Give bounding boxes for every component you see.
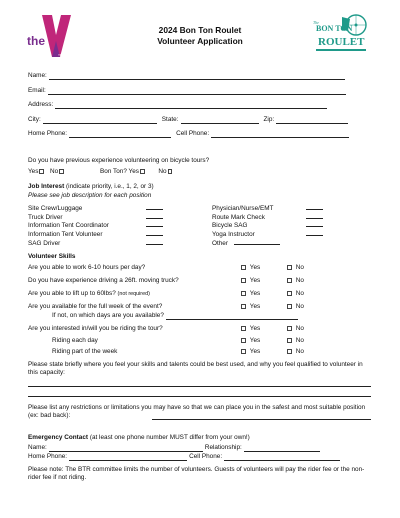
skill-yes-checkbox[interactable] xyxy=(241,326,246,331)
skill-no-label: No xyxy=(295,290,304,297)
skill-question: Riding part of the week xyxy=(52,348,118,355)
email-field[interactable] xyxy=(48,89,346,95)
skill-no-label: No xyxy=(295,277,304,284)
experience-yes-checkbox[interactable] xyxy=(39,169,44,174)
state-field[interactable] xyxy=(181,118,259,124)
skill-no-label: No xyxy=(295,337,304,344)
form-title xyxy=(120,25,280,48)
experience-no-label: No xyxy=(50,168,59,175)
job-priority-field[interactable] xyxy=(306,205,323,210)
bon-ton-yes-label: Bon Ton? Yes xyxy=(100,168,139,175)
skill-yes-label: Yes xyxy=(249,290,261,297)
home-phone-label: Home Phone: xyxy=(28,130,68,137)
job-interest-heading xyxy=(28,183,154,191)
available-days-field[interactable] xyxy=(166,314,298,320)
skill-question: Are you interested in/will you be riding the tour? xyxy=(28,325,163,332)
job-label: Route Mark Check xyxy=(212,213,265,221)
job-priority-field[interactable] xyxy=(306,231,323,236)
job-item xyxy=(28,205,109,214)
name-field[interactable] xyxy=(49,74,345,80)
skill-question: Riding each day xyxy=(52,337,98,344)
job-interest-subnote: Please see job description for each position xyxy=(28,192,152,199)
emergency-cell-phone-field[interactable] xyxy=(224,455,340,461)
skill-no-option xyxy=(286,264,304,272)
skill-no-option xyxy=(286,277,304,285)
svg-text:BON TON: BON TON xyxy=(316,24,353,33)
skill-yes-checkbox[interactable] xyxy=(241,291,246,296)
skill-yes-label: Yes xyxy=(249,264,261,271)
emergency-name-field[interactable] xyxy=(49,446,203,452)
emergency-contact-title: Emergency Contact xyxy=(28,434,89,441)
job-label: Truck Driver xyxy=(28,213,63,221)
address-field[interactable] xyxy=(55,103,327,109)
available-days-label: If not, on which days are you available? xyxy=(52,312,164,319)
name-label: Name: xyxy=(28,72,47,79)
job-priority-field[interactable] xyxy=(306,222,323,227)
job-list-right xyxy=(212,205,372,248)
emergency-home-phone-label: Home Phone: xyxy=(28,453,68,460)
address-label: Address: xyxy=(28,101,54,108)
skill-yes-option xyxy=(240,303,260,311)
skill-no-option xyxy=(286,348,304,356)
talents-answer-line[interactable] xyxy=(28,396,371,397)
talents-answer-line[interactable] xyxy=(28,386,371,387)
job-label: Site Crew/Luggage xyxy=(28,205,83,212)
city-field[interactable] xyxy=(43,118,157,124)
svg-text:ROULET: ROULET xyxy=(318,36,365,48)
job-label: Other xyxy=(212,239,228,247)
bon-ton-options xyxy=(100,168,176,176)
skill-question-lift xyxy=(28,290,150,298)
email-row xyxy=(28,87,346,95)
skill-yes-label: Yes xyxy=(249,277,261,284)
emergency-name-label: Name: xyxy=(28,444,47,451)
skill-yes-checkbox[interactable] xyxy=(241,278,246,283)
skill-no-checkbox[interactable] xyxy=(287,278,292,283)
cell-phone-label: Cell Phone: xyxy=(176,130,210,137)
emergency-contact-heading xyxy=(28,434,250,442)
experience-yes-label: Yes xyxy=(28,168,39,175)
skill-no-checkbox[interactable] xyxy=(287,265,292,270)
not-required-note: (not required) xyxy=(117,291,150,297)
skill-yes-checkbox[interactable] xyxy=(241,304,246,309)
skill-yes-option xyxy=(240,348,260,356)
experience-options xyxy=(28,168,68,176)
skill-no-checkbox[interactable] xyxy=(287,349,292,354)
name-row xyxy=(28,72,345,80)
job-item xyxy=(212,214,372,223)
job-label: Information Tent Volunteer xyxy=(28,231,103,239)
skill-question: Are you able to work 6-10 hours per day? xyxy=(28,264,146,271)
job-label: SAG Driver xyxy=(28,239,61,247)
address-row xyxy=(28,101,327,109)
phone-row xyxy=(28,130,349,138)
state-label: State: xyxy=(161,116,179,123)
job-item xyxy=(28,214,109,223)
skill-no-label: No xyxy=(295,325,304,332)
job-priority-field[interactable] xyxy=(146,240,163,245)
skill-no-checkbox[interactable] xyxy=(287,338,292,343)
restrictions-answer-line[interactable] xyxy=(152,419,371,420)
job-priority-field[interactable] xyxy=(306,214,323,219)
relationship-field[interactable] xyxy=(244,446,320,452)
skill-no-option xyxy=(286,337,304,345)
job-priority-field[interactable] xyxy=(146,205,163,210)
job-label: Yoga Instructor xyxy=(212,231,255,239)
emergency-home-phone-field[interactable] xyxy=(69,455,187,461)
skill-yes-option xyxy=(240,264,260,272)
volunteer-skills-heading: Volunteer Skills xyxy=(28,253,76,260)
emergency-cell-phone-label: Cell Phone: xyxy=(189,453,223,460)
job-item xyxy=(212,222,372,231)
skill-no-option xyxy=(286,303,304,311)
footer-note: Please note: The BTR committee limits the number of volunteers. Guests of volunteers will pay the rider fee or the non-rider fee if not riding. xyxy=(28,466,365,481)
available-days-row xyxy=(52,312,298,320)
skill-no-checkbox[interactable] xyxy=(287,326,292,331)
svg-text:The: The xyxy=(313,20,319,25)
skill-yes-label: Yes xyxy=(249,325,261,332)
skill-yes-option xyxy=(240,337,260,345)
skill-question: Are you available for the full week of the event? xyxy=(28,303,163,310)
job-other-field[interactable] xyxy=(234,240,280,245)
job-item xyxy=(28,240,109,249)
job-label: Bicycle SAG xyxy=(212,222,248,230)
talents-prompt: Please state briefly where you feel your skills and talents could be best used, and why you feel qualified to volunteer in this capacity: xyxy=(28,361,363,376)
restrictions-prompt: Please list any restrictions or limitations you may have so that we can place you in the safest and most suitable position (ex: bad back): xyxy=(28,404,366,419)
emergency-phone-row xyxy=(28,453,340,461)
job-priority-field[interactable] xyxy=(146,214,163,219)
job-interest-title: Job Interest xyxy=(28,183,65,190)
experience-no-checkbox[interactable] xyxy=(59,169,64,174)
job-interest-note: (indicate priority, i.e., 1, 2, or 3) xyxy=(66,183,154,190)
city-state-zip-row xyxy=(28,116,348,124)
job-item xyxy=(28,222,109,231)
skill-yes-option xyxy=(240,290,260,298)
title-line-2: Volunteer Application xyxy=(157,36,243,47)
emergency-contact-note: (at least one phone number MUST differ from your own!) xyxy=(89,434,250,441)
zip-label: Zip: xyxy=(263,116,275,123)
relationship-label: Relationship: xyxy=(204,444,242,451)
experience-question: Do you have previous experience volunteering on bicycle tours? xyxy=(28,157,210,164)
skill-yes-checkbox[interactable] xyxy=(241,349,246,354)
skill-no-label: No xyxy=(295,348,304,355)
skill-no-label: No xyxy=(295,264,304,271)
cell-phone-field[interactable] xyxy=(211,132,349,138)
job-item xyxy=(212,205,372,214)
job-label: Information Tent Coordinator xyxy=(28,222,109,230)
job-list-left xyxy=(28,205,109,248)
skill-question: Do you have experience driving a 26ft. moving truck? xyxy=(28,277,179,284)
skill-yes-checkbox[interactable] xyxy=(241,265,246,270)
title-line-1: 2024 Bon Ton Roulet xyxy=(158,25,242,35)
ymca-logo-text: the xyxy=(27,34,45,48)
emergency-name-row xyxy=(28,444,320,452)
email-label: Email: xyxy=(28,87,46,94)
skill-yes-checkbox[interactable] xyxy=(241,338,246,343)
bon-ton-roulet-logo xyxy=(312,13,370,61)
job-item xyxy=(212,231,372,240)
skill-no-label: No xyxy=(295,303,304,310)
job-priority-field[interactable] xyxy=(146,222,163,227)
bon-ton-no-checkbox[interactable] xyxy=(168,169,173,174)
skill-yes-option xyxy=(240,325,260,333)
bon-ton-no-label: No xyxy=(158,168,167,175)
skill-no-option xyxy=(286,290,304,298)
home-phone-field[interactable] xyxy=(69,132,171,138)
skill-no-checkbox[interactable] xyxy=(287,304,292,309)
job-priority-field[interactable] xyxy=(146,231,163,236)
skill-no-checkbox[interactable] xyxy=(287,291,292,296)
job-item xyxy=(212,240,372,249)
job-label: Physician/Nurse/EMT xyxy=(212,205,274,212)
skill-no-option xyxy=(286,325,304,333)
ymca-logo xyxy=(26,13,72,59)
bon-ton-yes-checkbox[interactable] xyxy=(140,169,145,174)
city-label: City: xyxy=(28,116,41,123)
zip-field[interactable] xyxy=(276,118,348,124)
skill-yes-label: Yes xyxy=(249,337,261,344)
ymca-logo-small-text: YMCA xyxy=(58,53,67,57)
skill-yes-label: Yes xyxy=(249,303,261,310)
job-item xyxy=(28,231,109,240)
skill-question-text: Are you able to lift up to 60lbs? xyxy=(28,290,116,297)
skill-yes-option xyxy=(240,277,260,285)
skill-yes-label: Yes xyxy=(249,348,261,355)
